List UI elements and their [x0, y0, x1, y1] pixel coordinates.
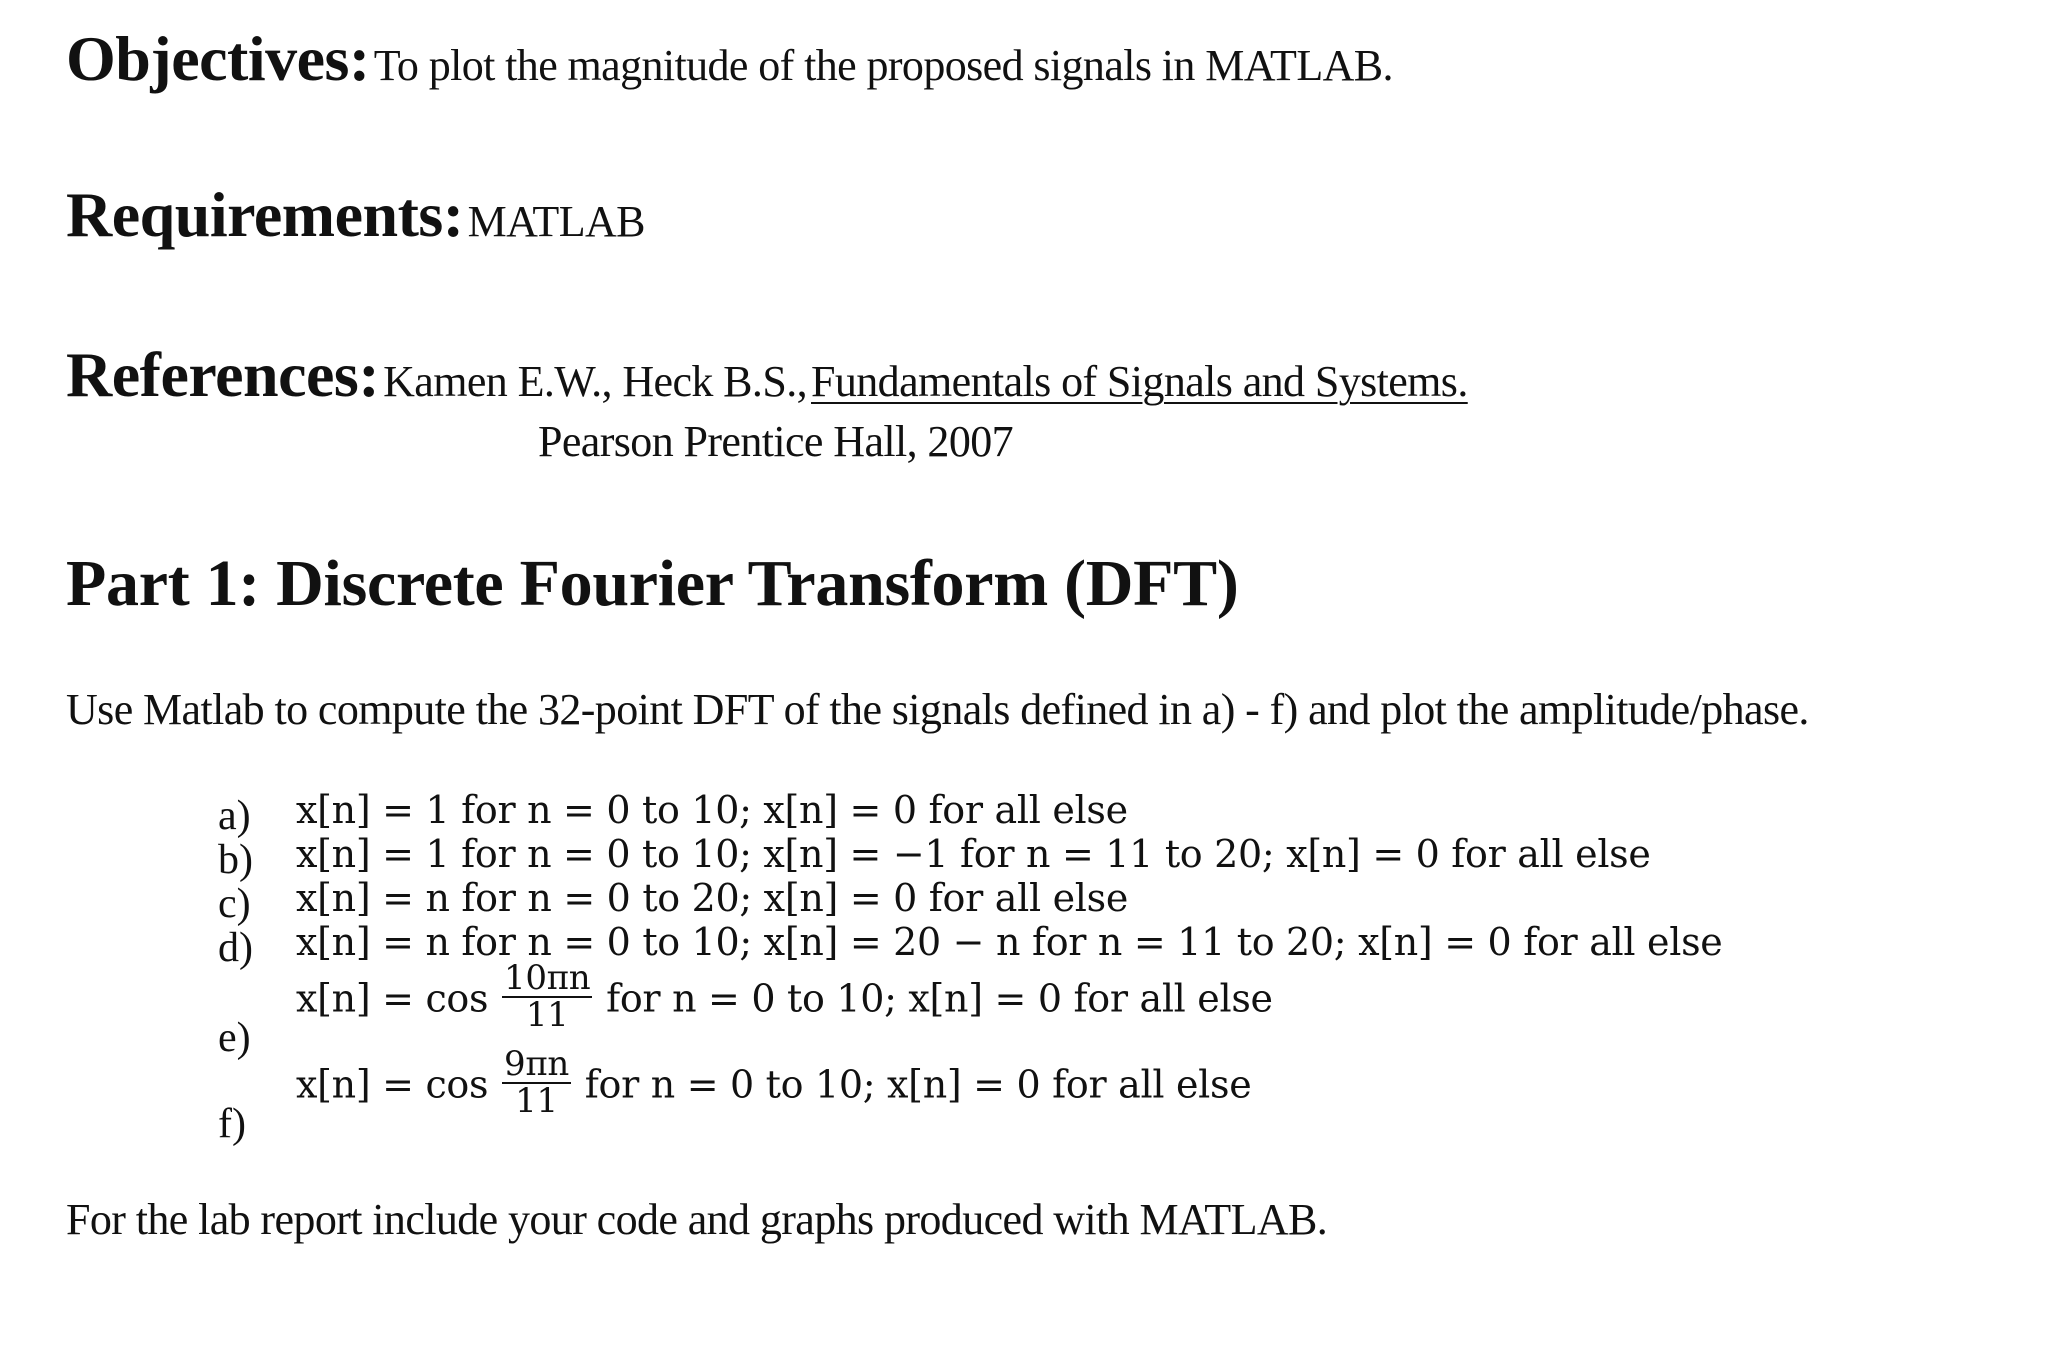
- part1-heading: Part 1: Discrete Fourier Transform (DFT): [66, 547, 1239, 620]
- references-publisher: Pearson Prentice Hall, 2007: [538, 417, 1014, 466]
- requirements-label: Requirements:: [66, 179, 464, 250]
- expression-lhs: x[n] = cos: [296, 1062, 489, 1107]
- fraction-denominator: 11: [515, 1081, 558, 1121]
- item-expression: x[n] = n for n = 0 to 20; x[n] = 0 for all else: [296, 876, 1129, 920]
- item-letter: a): [218, 793, 251, 839]
- expression-rest: for n = 0 to 10; x[n] = 0 for all else: [606, 976, 1273, 1021]
- item-letter: c): [218, 881, 251, 927]
- item-expression: [296, 958, 1273, 1038]
- requirements-text: MATLAB: [467, 197, 645, 246]
- objectives-line: [66, 22, 1393, 96]
- fraction-numerator: 9πn: [504, 1044, 569, 1084]
- item-letter: b): [218, 837, 253, 883]
- expression-rest: for n = 0 to 10; x[n] = 0 for all else: [584, 1062, 1252, 1107]
- expression-lhs: x[n] = cos: [296, 976, 489, 1021]
- references-line: [66, 338, 1468, 412]
- references-authors: Kamen E.W., Heck B.S.,: [383, 357, 808, 406]
- item-expression: x[n] = n for n = 0 to 10; x[n] = 20 − n for n = 11 to 20; x[n] = 0 for all else: [296, 920, 1723, 964]
- part1-instruction: Use Matlab to compute the 32-point DFT of the signals defined in a) - f) and plot the amplitude/phase.: [66, 685, 1809, 734]
- references-book-title: Fundamentals of Signals and Systems.: [811, 357, 1468, 406]
- fraction-denominator: 11: [525, 995, 569, 1035]
- item-letter: e): [218, 1015, 251, 1061]
- fraction: [502, 958, 592, 1035]
- item-expression: [296, 1044, 1252, 1124]
- requirements-line: [66, 178, 645, 252]
- objectives-text: To plot the magnitude of the proposed signals in MATLAB.: [373, 41, 1393, 90]
- item-letter: d): [218, 925, 253, 971]
- objectives-label: Objectives:: [66, 23, 370, 94]
- fraction: [502, 1044, 571, 1121]
- lab-report-note: For the lab report include your code and graphs produced with MATLAB.: [66, 1195, 1328, 1244]
- references-label: References:: [66, 339, 380, 410]
- item-letter: f): [218, 1101, 246, 1147]
- item-expression: x[n] = 1 for n = 0 to 10; x[n] = −1 for n = 11 to 20; x[n] = 0 for all else: [296, 832, 1651, 876]
- item-expression: x[n] = 1 for n = 0 to 10; x[n] = 0 for all else: [296, 788, 1128, 832]
- fraction-numerator: 10πn: [504, 958, 591, 998]
